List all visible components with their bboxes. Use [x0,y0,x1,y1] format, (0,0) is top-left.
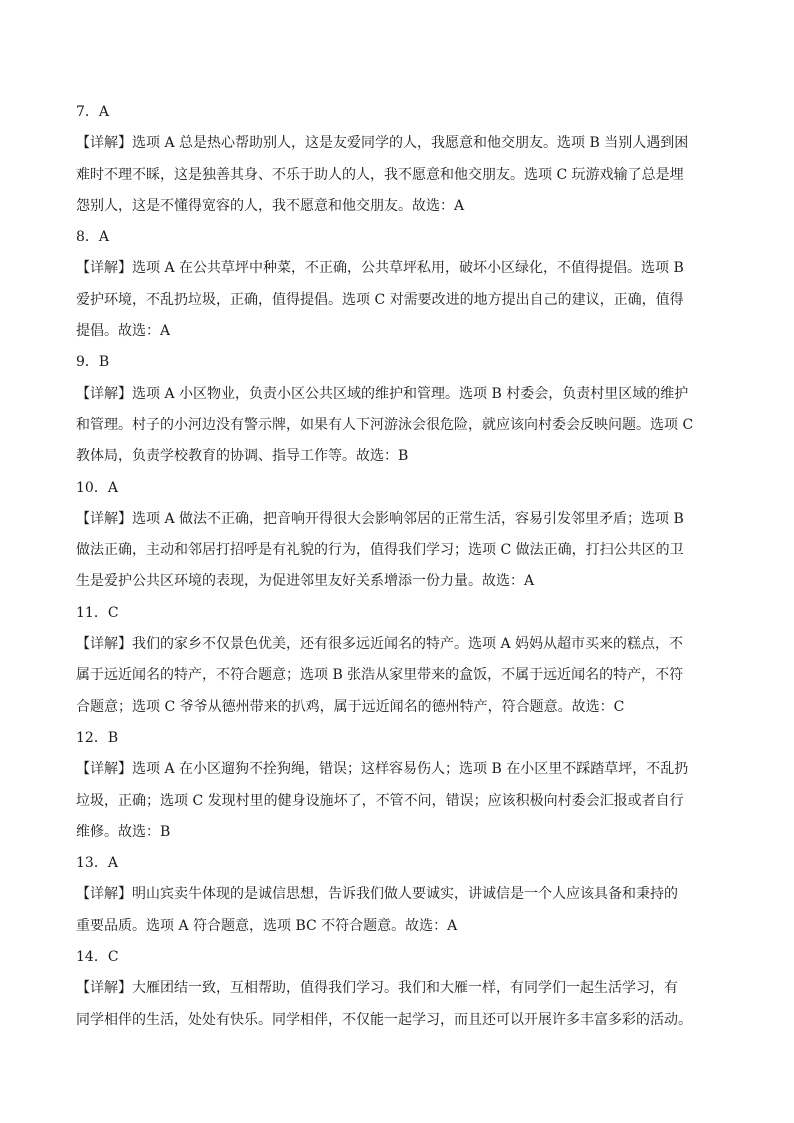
item-10 [76,473,684,598]
explanation-line: 做法正确，主动和邻居打招呼是有礼貌的行为，值得我们学习；选项 C 做法正确，打扫公共区的卫 [76,542,684,559]
answer-label: 8．A [76,229,110,246]
explanation-line: 生是爱护公共区环境的表现，为促进邻里友好关系增添一份力量。故选：A [76,573,535,590]
item-13 [76,848,678,942]
explanation-line: 难时不理不睬，这是独善其身、不乐于助人的人，我不愿意和他交朋友。选项 C 玩游戏输了总是埋 [76,166,684,183]
explanation-line: 【详解】选项 A 总是热心帮助别人，这是友爱同学的人，我愿意和他交朋友。选项 B 当别人遇到困 [76,135,689,152]
explanation-line: 【详解】明山宾卖牛体现的是诚信思想，告诉我们做人要诚实，讲诚信是一个人应该具备和秉持的 [76,886,678,903]
explanation-line: 【详解】选项 A 在公共草坪中种菜，不正确，公共草坪私用，破坏小区绿化，不值得提倡。选项 B [76,260,684,277]
explanation-line: 教体局，负责学校教育的协调、指导工作等。故选：B [76,448,409,465]
explanation-line: 属于远近闻名的特产，不符合题意；选项 B 张浩从家里带来的盒饭，不属于远近闻名的特产，不符 [76,667,684,684]
explanation-line: 同学相伴的生活，处处有快乐。同学相伴，不仅能一起学习，而且还可以开展许多丰富多彩的活动。 [76,1011,692,1028]
answer-label: 14．C [76,949,119,966]
item-9 [76,347,694,472]
answer-label: 10．A [76,479,118,496]
item-14 [76,942,692,1036]
explanation-line: 【详解】选项 A 在小区遛狗不拴狗绳，错误；这样容易伤人；选项 B 在小区里不踩踏草坪，不乱扔 [76,761,689,778]
item-12 [76,723,689,848]
explanation-line: 爱护环境，不乱扔垃圾，正确，值得提倡。选项 C 对需要改进的地方提出自己的建议，正确，值得 [76,291,684,308]
answer-label: 12．B [76,729,119,746]
explanation-line: 维修。故选：B [76,823,171,840]
answer-label: 7．A [76,104,110,120]
item-8 [76,222,684,347]
item-11 [76,598,684,723]
answer-label: 11．C [76,604,119,621]
answer-explanations [76,97,694,1036]
explanation-line: 怨别人，这是不懂得宽容的人，我不愿意和他交朋友。故选：A [76,197,465,214]
explanation-line: 垃圾，正确；选项 C 发现村里的健身设施坏了，不管不问，错误；应该积极向村委会汇报或者自行 [76,792,684,809]
explanation-line: 【详解】选项 A 小区物业，负责小区公共区域的维护和管理。选项 B 村委会，负责村里区域的维护 [76,385,689,402]
explanation-line: 和管理。村子的小河边没有警示牌，如果有人下河游泳会很危险，就应该向村委会反映问题。选项 C [76,416,694,433]
explanation-line: 重要品质。选项 A 符合题意，选项 BC 不符合题意。故选：A [76,917,458,934]
explanation-line: 【详解】我们的家乡不仅景色优美，还有很多远近闻名的特产。选项 A 妈妈从超市买来的糕点，不 [76,636,684,653]
explanation-line: 合题意；选项 C 爷爷从德州带来的扒鸡，属于远近闻名的德州特产，符合题意。故选：C [76,698,625,715]
item-7 [76,97,689,222]
answer-label: 9．B [76,354,110,371]
explanation-line: 【详解】大雁团结一致，互相帮助，值得我们学习。我们和大雁一样，有同学们一起生活学习，有 [76,980,678,997]
explanation-line: 提倡。故选：A [76,323,171,340]
explanation-line: 【详解】选项 A 做法不正确，把音响开得很大会影响邻居的正常生活，容易引发邻里矛盾；选项 B [76,510,684,527]
answer-label: 13．A [76,855,118,872]
